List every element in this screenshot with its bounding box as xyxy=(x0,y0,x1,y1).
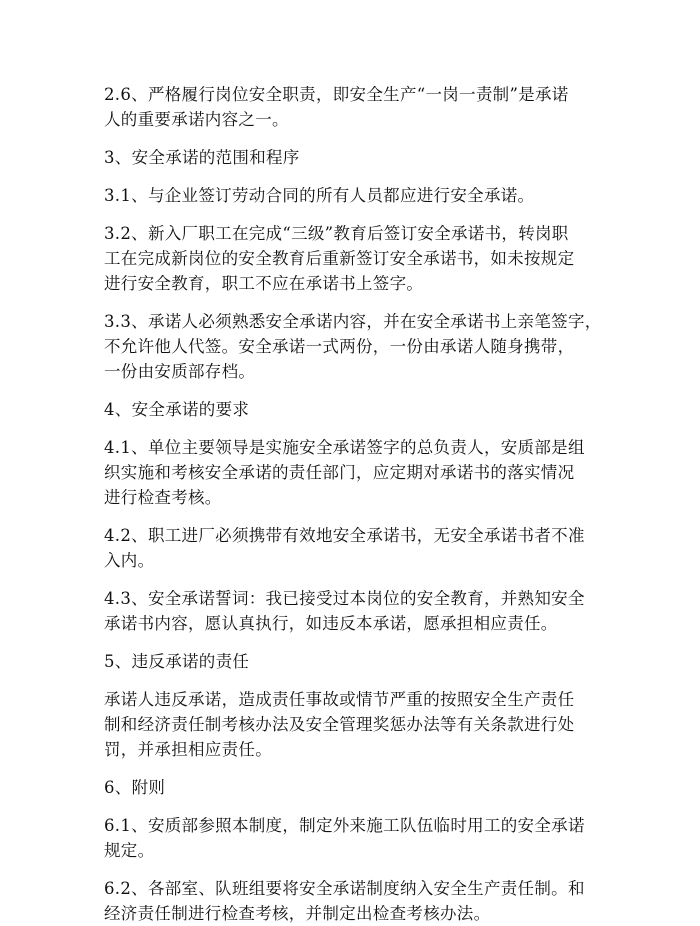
paragraph xyxy=(104,221,620,296)
text-line: 制和经济责任制考核办法及安全管理奖惩办法等有关条款进行处 xyxy=(104,715,575,734)
text-line: 4.3、安全承诺誓词：我已接受过本岗位的安全教育，并熟知安全 xyxy=(104,589,585,608)
document-body xyxy=(104,82,620,926)
paragraph xyxy=(104,82,620,132)
text-line: 一份由安质部存档。 xyxy=(104,362,256,381)
text-line: 织实施和考核安全承诺的责任部门，应定期对承诺书的落实情况 xyxy=(104,463,575,482)
text-line: 承诺书内容，愿认真执行，如违反本承诺，愿承担相应责任。 xyxy=(104,614,558,633)
text-line: 4.2、职工进厂必须携带有效地安全承诺书，无安全承诺书者不准 xyxy=(104,526,585,545)
text-line: 3.3、承诺人必须熟悉安全承诺内容，并在安全承诺书上亲笔签字， xyxy=(104,312,602,331)
text-line: 3、安全承诺的范围和程序 xyxy=(104,148,300,167)
paragraph xyxy=(104,813,620,863)
paragraph xyxy=(104,775,620,800)
text-line: 4、安全承诺的要求 xyxy=(104,400,250,419)
text-line: 3.2、新入厂职工在完成“三级”教育后签订安全承诺书，转岗职 xyxy=(104,224,569,243)
text-line: 规定。 xyxy=(104,841,155,860)
text-line: 6、附则 xyxy=(104,778,166,797)
paragraph xyxy=(104,183,620,208)
text-line: 5、违反承诺的责任 xyxy=(104,652,250,671)
paragraph xyxy=(104,309,620,384)
paragraph xyxy=(104,586,620,636)
text-line: 承诺人违反承诺，造成责任事故或情节严重的按照安全生产责任 xyxy=(104,690,575,709)
paragraph xyxy=(104,876,620,926)
text-line: 6.1、安质部参照本制度，制定外来施工队伍临时用工的安全承诺 xyxy=(104,816,585,835)
text-line: 人的重要承诺内容之一。 xyxy=(104,110,289,129)
text-line: 3.1、与企业签订劳动合同的所有人员都应进行安全承诺。 xyxy=(104,186,535,205)
paragraph xyxy=(104,649,620,674)
paragraph xyxy=(104,687,620,762)
text-line: 进行安全教育，职工不应在承诺书上签字。 xyxy=(104,274,424,293)
text-line: 经济责任制进行检查考核，并制定出检查考核办法。 xyxy=(104,904,491,923)
text-line: 进行检查考核。 xyxy=(104,488,222,507)
text-line: 2.6、严格履行岗位安全职责，即安全生产“一岗一责制”是承诺 xyxy=(104,85,569,104)
text-line: 工在完成新岗位的安全教育后重新签订安全承诺书，如未按规定 xyxy=(104,249,575,268)
text-line: 4.1、单位主要领导是实施安全承诺签字的总负责人，安质部是组 xyxy=(104,438,585,457)
paragraph xyxy=(104,397,620,422)
paragraph xyxy=(104,523,620,573)
paragraph xyxy=(104,435,620,510)
text-line: 不允许他人代签。安全承诺一式两份，一份由承诺人随身携带， xyxy=(104,337,575,356)
text-line: 6.2、各部室、队班组要将安全承诺制度纳入安全生产责任制。和 xyxy=(104,879,585,898)
paragraph xyxy=(104,145,620,170)
text-line: 入内。 xyxy=(104,551,155,570)
text-line: 罚，并承担相应责任。 xyxy=(104,740,272,759)
